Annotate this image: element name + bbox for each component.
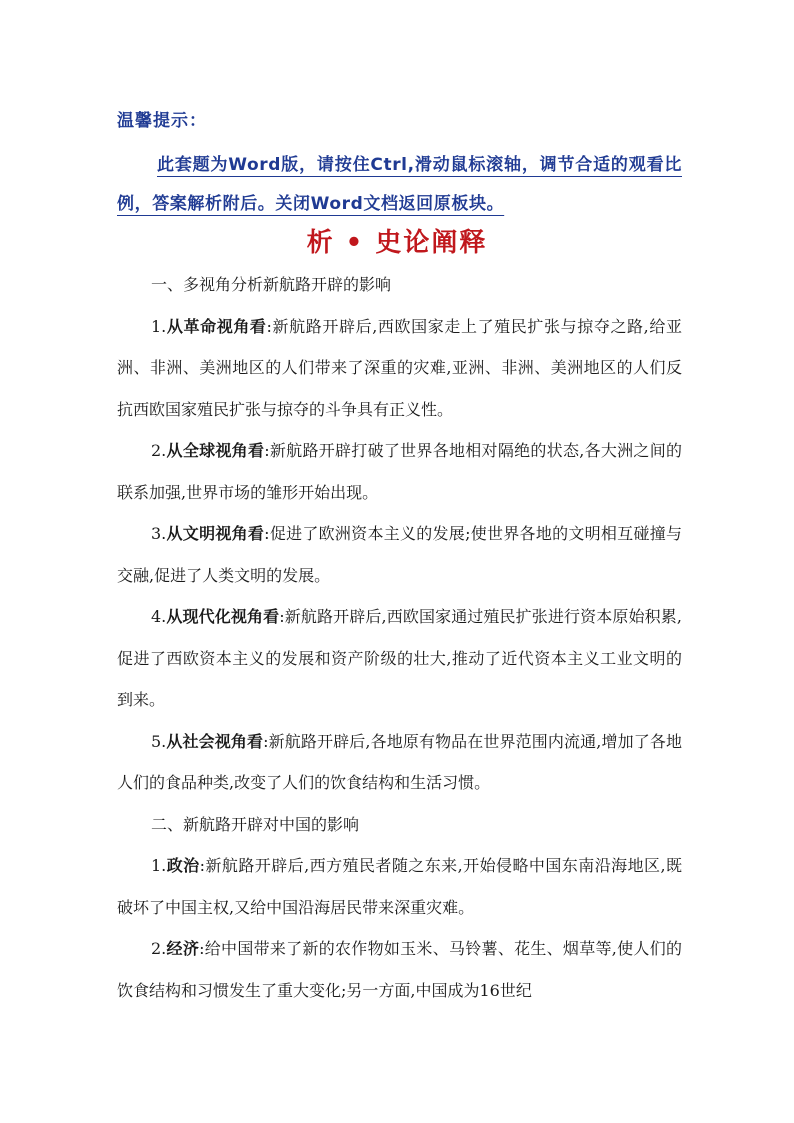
list-item (117, 596, 682, 721)
section-title: 析 • 史论阐释 (306, 228, 488, 258)
item-text: :新航路开辟后,各地原有物品在世界范围内流通,增加了各地人们的食品种类,改变了人们的饮食结构和生活习惯。 (117, 731, 682, 792)
list-item (117, 513, 682, 596)
notice-title: 温馨提示： (117, 111, 207, 131)
item-text: :促进了欧洲资本主义的发展;使世界各地的文明相互碰撞与交融,促进了人类文明的发展。 (117, 524, 682, 585)
list-item (117, 845, 682, 928)
item-keyword: 政治 (166, 856, 200, 875)
list-item (117, 721, 682, 804)
item-keyword: 从现代化视角看 (166, 607, 280, 626)
heading-multi-perspective: 一、多视角分析新航路开辟的影响 (151, 275, 392, 294)
list-item (117, 306, 682, 431)
item-keyword: 从社会视角看 (166, 731, 264, 751)
item-keyword: 从革命视角看 (166, 316, 267, 336)
list-item (117, 928, 682, 1011)
item-number: 1. (151, 856, 167, 875)
item-number: 2. (151, 939, 167, 958)
document-content (117, 264, 682, 1011)
item-text: :新航路开辟后,西欧国家通过殖民扩张进行资本原始积累,促进了西欧资本主义的发展和资产阶级的壮大,推动了近代资本主义工业文明的到来。 (117, 607, 682, 709)
item-keyword: 从全球视角看 (166, 441, 265, 460)
heading-china-impact: 二、新航路开辟对中国的影响 (151, 814, 360, 834)
item-text: :新航路开辟后,西方殖民者随之东来,开始侵略中国东南沿海地区,既破坏了中国主权,又给中国沿海居民带来深重灾难。 (117, 856, 682, 917)
item-keyword: 从文明视角看 (166, 524, 265, 543)
item-number: 3. (151, 524, 167, 543)
item-number: 1. (151, 316, 167, 336)
item-number: 2. (151, 441, 167, 460)
item-number: 5. (151, 731, 167, 751)
item-keyword: 经济 (166, 939, 200, 958)
notice-body[interactable]: 此套题为Word版，请按住Ctrl,滑动鼠标滚轴，调节合适的观看比例，答案解析附后。关闭Word文档返回原板块。 (117, 155, 682, 214)
list-item (117, 430, 682, 513)
item-number: 4. (151, 607, 167, 626)
item-text: :新航路开辟打破了世界各地相对隔绝的状态,各大洲之间的联系加强,世界市场的雏形开始出现。 (117, 441, 682, 502)
item-text: :新航路开辟后,西欧国家走上了殖民扩张与掠夺之路,给亚洲、非洲、美洲地区的人们带来了深重的灾难,亚洲、非洲、美洲地区的人们反抗西欧国家殖民扩张与掠夺的斗争具有正义性。 (117, 316, 682, 419)
item-text: :给中国带来了新的农作物如玉米、马铃薯、花生、烟草等,使人们的饮食结构和习惯发生了重大变化;另一方面,中国成为16世纪 (117, 939, 682, 1000)
